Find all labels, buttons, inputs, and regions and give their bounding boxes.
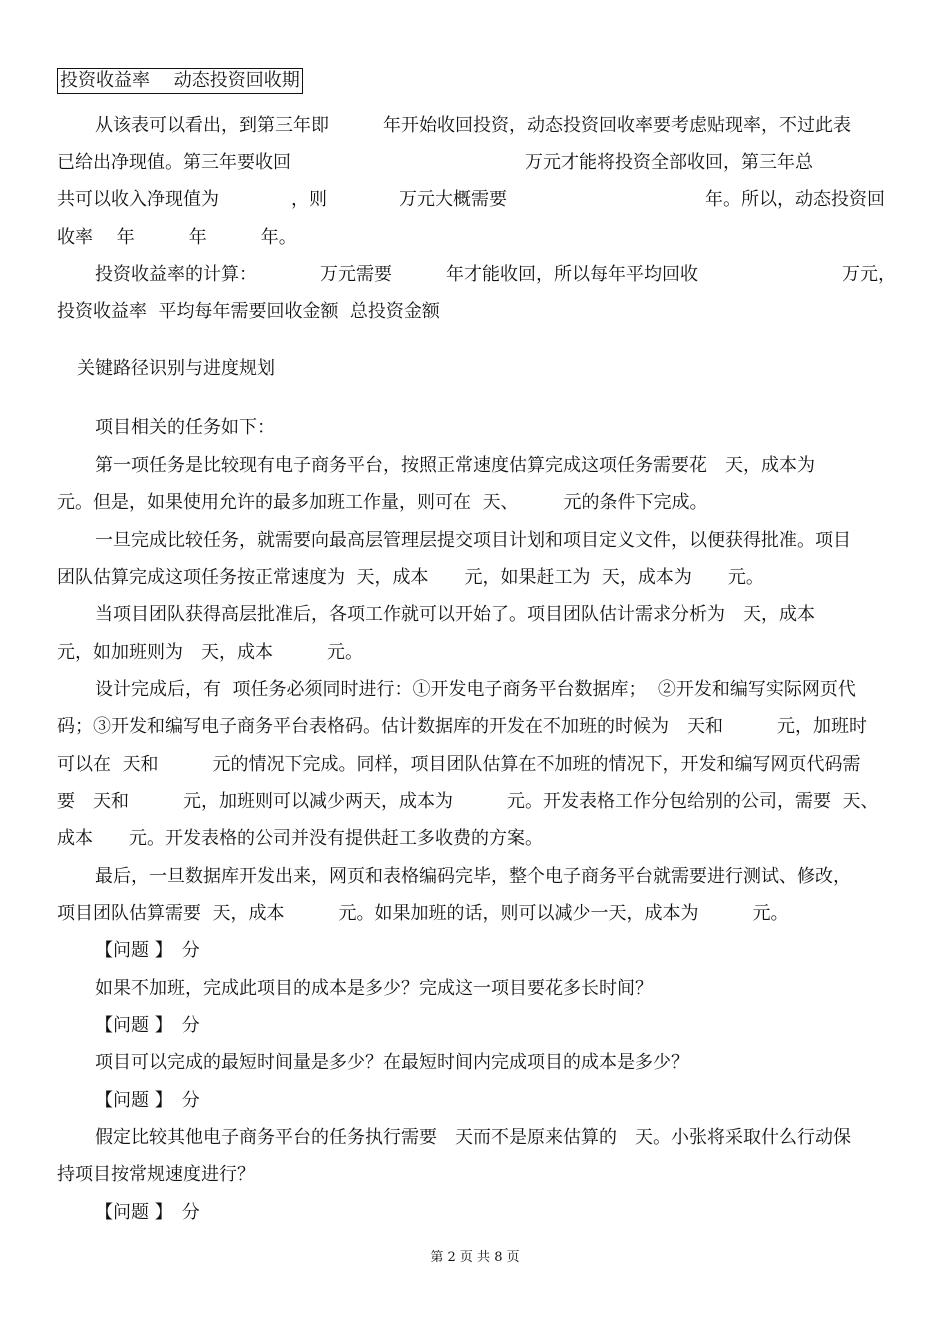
text-line: 一旦完成比较任务，就需要向最高层管理层提交项目计划和项目定义文件，以便获得批准。项目 — [95, 530, 851, 551]
text-line: 要 天和 元，加班则可以减少两天，成本为 元。开发表格工作分包给别的公司，需要 天、 — [57, 791, 879, 812]
text-line: 元，如加班则为 天，成本 元。 — [57, 642, 363, 663]
text-line: 收率 年 年 年。 — [57, 227, 297, 248]
text-line: 可以在 天和 元的情况下完成。同样，项目团队估算在不加班的情况下，开发和编写网页代码需 — [57, 754, 861, 775]
text-line: 已给出净现值。第三年要收回 万元才能将投资全部收回，第三年总 — [57, 152, 813, 173]
question-3-label: 【问题 】 分 — [95, 1090, 200, 1111]
text-line: 持项目按常规速度进行？ — [57, 1164, 255, 1185]
text-line: 最后，一旦数据库开发出来，网页和表格编码完毕，整个电子商务平台就需要进行测试、修改， — [95, 866, 851, 887]
question-2-label: 【问题 】 分 — [95, 1015, 200, 1036]
question-4-label: 【问题 】 分 — [95, 1202, 200, 1223]
tasks-intro: 项目相关的任务如下： — [95, 417, 275, 438]
text-line: 元。但是，如果使用允许的最多加班工作量，则可在 天、 元的条件下完成。 — [57, 492, 708, 513]
text-line: 当项目团队获得高层批准后，各项工作就可以开始了。项目团队估计需求分析为 天，成本 — [95, 604, 815, 625]
page-footer: 第 2 页 共 8 页 — [430, 1250, 520, 1265]
header-box: 投资收益率 动态投资回收期 — [57, 68, 303, 94]
text-line: 共可以收入净现值为 ，则 万元大概需要 年。所以，动态投资回 — [57, 189, 885, 210]
text-line: 第一项任务是比较现有电子商务平台，按照正常速度估算完成这项任务需要花 天，成本为 — [95, 455, 815, 476]
text-line: 码；③开发和编写电子商务平台表格码。估计数据库的开发在不加班的时候为 天和 元，加班时 — [57, 716, 867, 737]
question-1-text: 如果不加班，完成此项目的成本是多少？完成这一项目要花多长时间？ — [95, 978, 653, 999]
text-line: 成本 元。开发表格的公司并没有提供赶工多收费的方案。 — [57, 828, 543, 849]
text-line: 项目团队估算需要 天，成本 元。如果加班的话，则可以减少一天，成本为 元。 — [57, 903, 789, 924]
question-2-text: 项目可以完成的最短时间量是多少？在最短时间内完成项目的成本是多少？ — [95, 1052, 689, 1073]
text-line: 投资收益率的计算： 万元需要 年才能收回，所以每年平均回收 万元， — [95, 264, 896, 285]
text-line: 设计完成后，有 项任务必须同时进行：①开发电子商务平台数据库； ②开发和编写实际网页代 — [95, 679, 856, 700]
section-title: 关键路径识别与进度规划 — [77, 358, 275, 379]
text-line: 从该表可以看出，到第三年即 年开始收回投资，动态投资回收率要考虑贴现率，不过此表 — [95, 115, 851, 136]
text-line: 团队估算完成这项任务按正常速度为 天，成本 元，如果赶工为 天，成本为 元。 — [57, 567, 764, 588]
text-line: 投资收益率 平均每年需要回收金额 总投资金额 — [57, 301, 440, 322]
question-1-label: 【问题 】 分 — [95, 940, 200, 961]
text-line: 假定比较其他电子商务平台的任务执行需要 天而不是原来估算的 天。小张将采取什么行动保 — [95, 1127, 851, 1148]
